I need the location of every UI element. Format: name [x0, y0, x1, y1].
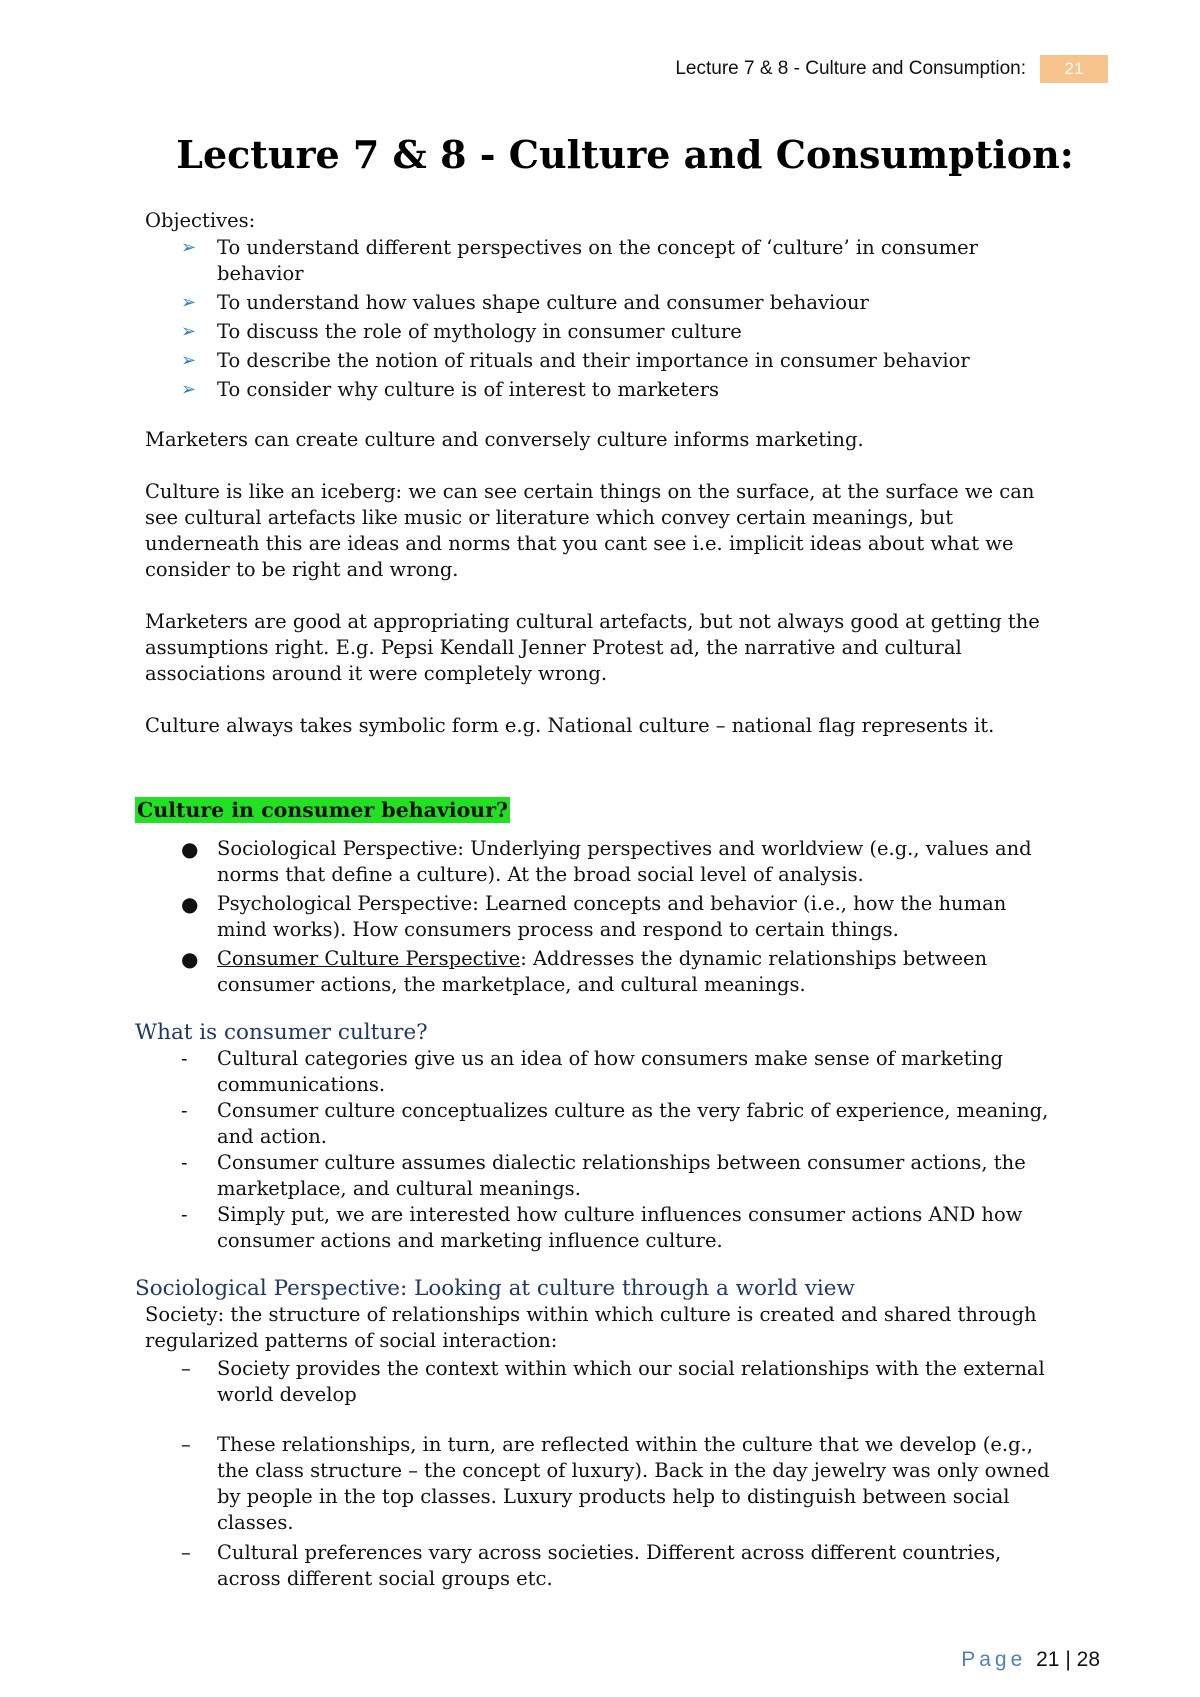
- arrow-bullet-icon: ➢: [181, 321, 197, 342]
- section-heading: What is consumer culture?: [135, 1020, 428, 1045]
- section-consumer-culture: [135, 1020, 1055, 1254]
- list-item: ● Consumer Culture Perspective: Addresses the dynamic relationships between consumer actions, the marketplace, and cultural meanings.: [181, 947, 988, 996]
- list-item: ➢ To discuss the role of mythology in consumer culture: [181, 320, 742, 343]
- perspective-list: [145, 836, 1055, 998]
- dash-bullet: -: [181, 1047, 188, 1070]
- objectives-list: [145, 235, 1055, 403]
- list-item: ● Sociological Perspective: Underlying perspectives and worldview (e.g., values and norms that define a culture). At the broad social level of analysis.: [181, 837, 1032, 886]
- arrow-bullet-icon: ➢: [181, 292, 197, 313]
- header-page-number: 21: [1040, 55, 1108, 83]
- paragraph: Culture always takes symbolic form e.g. National culture – national flag represents it.: [145, 714, 995, 737]
- section-heading-highlighted: Culture in consumer behaviour?: [137, 798, 509, 822]
- section-heading: Sociological Perspective: Looking at culture through a world view: [135, 1276, 855, 1301]
- list-item: - Consumer culture assumes dialectic relationships between consumer actions, the marketplace, and cultural meanings.: [181, 1151, 1026, 1200]
- paragraph: Society: the structure of relationships within which culture is created and shared through regularized patterns of social interaction:: [145, 1303, 1037, 1352]
- list-item: ➢ To describe the notion of rituals and their importance in consumer behavior: [181, 349, 970, 372]
- list-item: – Cultural preferences vary across societies. Different across different countries, across different social groups etc.: [181, 1541, 1002, 1590]
- society-list: [145, 1356, 1055, 1592]
- paragraph: Marketers are good at appropriating cultural artefacts, but not always good at getting the assumptions right. E.g. Pepsi Kendall Jenner Protest ad, the narrative and cultural associations around it were completely wrong.: [145, 610, 1040, 685]
- document-body: [135, 208, 1055, 1592]
- dash-bullet: –: [181, 1357, 191, 1380]
- list-item: - Cultural categories give us an idea of how consumers make sense of marketing communications.: [181, 1047, 1003, 1096]
- dash-bullet: -: [181, 1099, 188, 1122]
- list-item: ● Psychological Perspective: Learned concepts and behavior (i.e., how the human mind works). How consumers process and respond to certain things.: [181, 892, 1007, 941]
- list-item: ➢ To understand how values shape culture and consumer behaviour: [181, 291, 869, 314]
- dash-bullet: -: [181, 1151, 188, 1174]
- arrow-bullet-icon: ➢: [181, 237, 197, 258]
- list-item: – Society provides the context within which our social relationships with the external world develop: [181, 1357, 1045, 1406]
- dash-bullet: –: [181, 1541, 191, 1564]
- list-item: - Consumer culture conceptualizes culture as the very fabric of experience, meaning, and action.: [181, 1099, 1049, 1148]
- page-footer: [961, 1648, 1100, 1672]
- section-culture: [137, 797, 1055, 998]
- underlined-term: Consumer Culture Perspective: [217, 947, 521, 970]
- list-item: ➢ To understand different perspectives on the concept of ‘culture’ in consumer behavior: [181, 236, 978, 285]
- dash-bullet: –: [181, 1433, 191, 1456]
- dash-bullet: -: [181, 1203, 188, 1226]
- objectives-label: Objectives:: [145, 209, 256, 232]
- bullet-dot-icon: ●: [181, 947, 199, 971]
- list-item: – These relationships, in turn, are reflected within the culture that we develop (e.g., the class structure – the concept of luxury). Back in the day jewelry was only owned by people in the top classes. Luxury products help to distinguish between social classes.: [181, 1433, 1050, 1534]
- footer-page-label: Page: [961, 1648, 1027, 1671]
- section-sociological: [135, 1276, 1055, 1592]
- footer-total-pages: 28: [1076, 1648, 1100, 1671]
- paragraph: Culture is like an iceberg: we can see certain things on the surface, at the surface we can see cultural artefacts like music or literature which convey certain meanings, but underneath this are ideas and norms that you cant see i.e. implicit ideas about what we consider to be right and wrong.: [145, 480, 1035, 581]
- paragraph: Marketers can create culture and conversely culture informs marketing.: [145, 428, 864, 451]
- footer-separator: |: [1065, 1648, 1071, 1671]
- bullet-dot-icon: ●: [181, 892, 199, 916]
- list-item: ➢ To consider why culture is of interest to marketers: [181, 378, 720, 401]
- footer-current-page: 21: [1036, 1648, 1060, 1671]
- running-header: [675, 54, 1108, 84]
- arrow-bullet-icon: ➢: [181, 379, 197, 400]
- bullet-dot-icon: ●: [181, 837, 199, 861]
- running-header-title: Lecture 7 & 8 - Culture and Consumption:: [675, 58, 1026, 79]
- page-title: Lecture 7 & 8 - Culture and Consumption:: [176, 132, 1074, 177]
- list-item: - Simply put, we are interested how culture influences consumer actions AND how consumer actions and marketing influence culture.: [181, 1203, 1023, 1252]
- consumer-culture-list: [145, 1046, 1055, 1254]
- arrow-bullet-icon: ➢: [181, 350, 197, 371]
